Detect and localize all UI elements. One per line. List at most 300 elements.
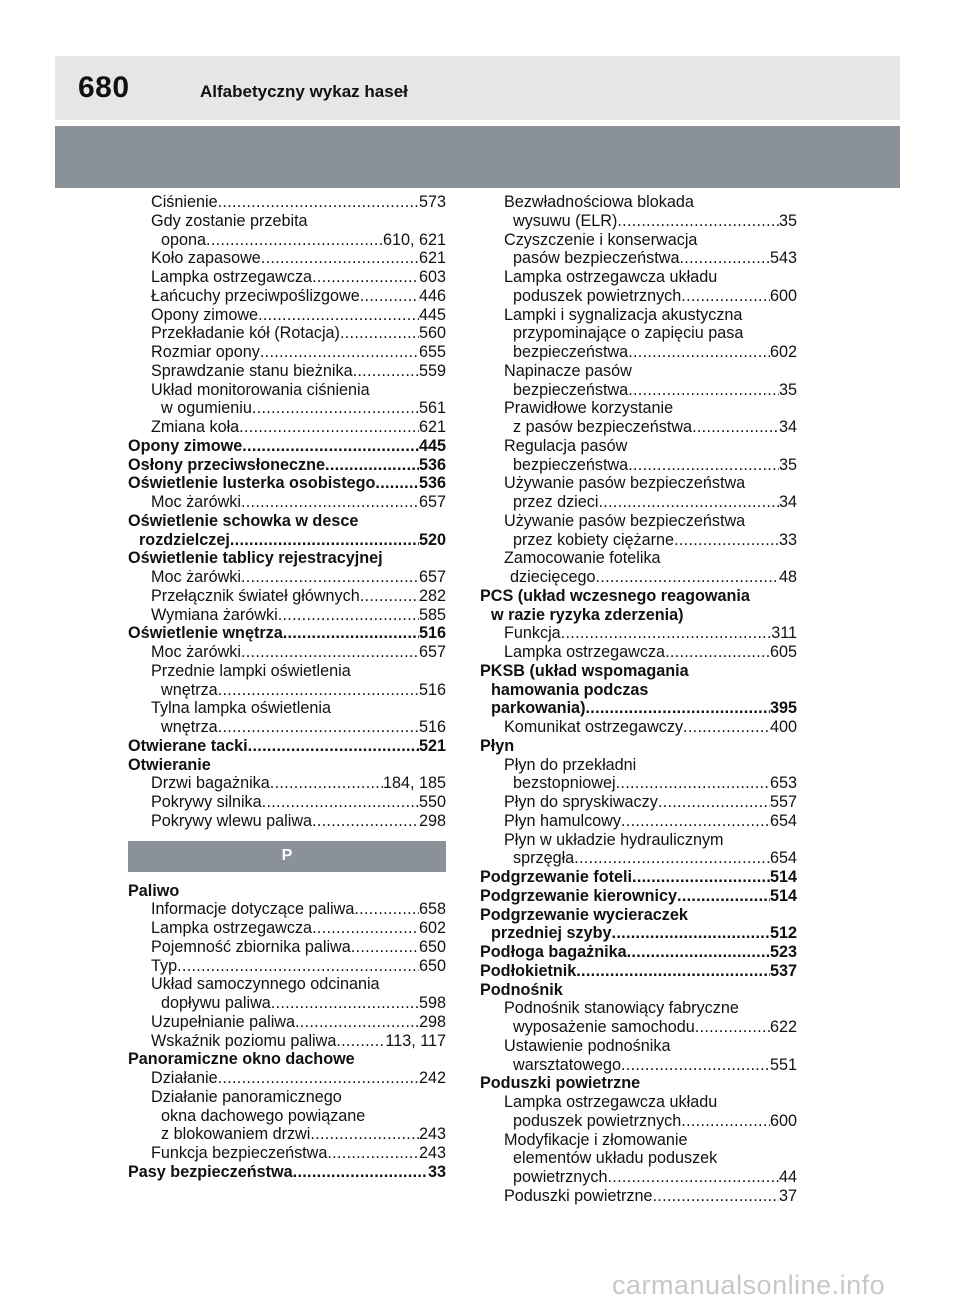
entry-text: Oświetlenie schowka w desce [128, 511, 359, 530]
entry-text: Przednie lampki oświetlenia [151, 661, 351, 680]
page-reference: 622 [769, 1018, 797, 1036]
index-heading [128, 882, 446, 901]
entry-text: Pokrywy silnika [151, 793, 262, 811]
page-reference: 35 [778, 380, 797, 399]
page-reference: 602 [418, 919, 446, 937]
index-entry [480, 193, 797, 212]
index-entry [480, 324, 797, 343]
entry-text: elementów układu poduszek [513, 1149, 718, 1168]
entry-text: Panoramiczne okno dachowe [128, 1050, 355, 1069]
header-band [55, 56, 900, 120]
index-column-right [480, 193, 797, 1206]
entry-text: poduszek powietrznych [513, 1111, 682, 1130]
index-entry [128, 306, 446, 325]
entry-text: Płyn do spryskiwaczy [504, 793, 658, 811]
index-entry [480, 343, 797, 362]
entry-text: w razie ryzyka zderzenia) [491, 605, 684, 624]
leader-dots [336, 1032, 385, 1051]
index-entry [480, 1018, 797, 1037]
index-heading [480, 962, 797, 981]
entry-text: dziecięcego [510, 568, 596, 586]
leader-dots [283, 624, 419, 643]
entry-text: Poduszki powietrzne [504, 1186, 653, 1205]
page-reference: 585 [418, 605, 446, 624]
entry-text: PCS (układ wczesnego reagowania [480, 586, 750, 605]
index-entry [480, 512, 797, 531]
entry-text: z pasów bezpieczeństwa [513, 418, 693, 436]
index-heading [480, 1074, 797, 1093]
index-entry [128, 662, 446, 681]
page-reference: 33 [778, 530, 797, 549]
page-reference: 512 [769, 924, 797, 943]
leader-dots [293, 1163, 428, 1182]
index-entry [128, 699, 446, 718]
index-entry [480, 1187, 797, 1206]
index-entry [480, 268, 797, 287]
entry-text: hamowania podczas [491, 680, 649, 699]
leader-dots [295, 1013, 419, 1032]
entry-text: Oświetlenie lusterka osobistego [128, 474, 376, 493]
entry-text: przypominające o zapięciu pasa [513, 324, 744, 343]
page-reference: 516 [418, 624, 446, 643]
entry-text: Moc żarówki [151, 568, 241, 586]
entry-text: Paliwo [128, 881, 180, 900]
leader-dots [652, 1187, 779, 1206]
entry-text: Podgrzewanie kierownicy [480, 886, 678, 905]
entry-text: Ustawienie podnośnika [504, 1036, 671, 1055]
leader-dots [270, 774, 383, 793]
index-entry [480, 1093, 797, 1112]
leader-dots [340, 324, 419, 343]
page-reference: 516 [418, 680, 446, 699]
entry-text: Opony zimowe [128, 436, 243, 455]
entry-text: Podłoga bagażnika [480, 943, 627, 961]
entry-text: bezpieczeństwa [513, 343, 629, 361]
index-heading [480, 943, 797, 962]
leader-dots [353, 362, 419, 381]
index-entry [480, 249, 797, 268]
entry-text: bezstopniowej [513, 774, 616, 793]
leader-dots [248, 737, 419, 756]
entry-text: Komunikat ostrzegawczy [504, 718, 684, 736]
index-entry [128, 975, 446, 994]
entry-text: Oświetlenie tablicy rejestracyjnej [128, 549, 383, 568]
entry-text: Regulacja pasów [504, 436, 628, 455]
page-reference: 537 [769, 961, 797, 980]
entry-text: Przekładanie kół (Rotacja) [151, 324, 340, 343]
entry-text: Otwieranie [128, 755, 211, 774]
leader-dots [683, 718, 770, 737]
leader-dots [278, 606, 419, 625]
entry-text: okna dachowego powiązane [161, 1106, 366, 1125]
index-heading [128, 474, 446, 493]
leader-dots [585, 699, 770, 718]
entry-text: wyposażenie samochodu [513, 1018, 695, 1036]
entry-text: wnętrza [161, 680, 218, 699]
page-reference: 395 [769, 699, 797, 718]
index-list-right [480, 193, 797, 1206]
entry-text: Lampka ostrzegawcza układu [504, 268, 718, 286]
index-entry [128, 287, 446, 306]
entry-text: pasów bezpieczeństwa [513, 249, 680, 268]
leader-dots [206, 231, 383, 250]
index-heading [480, 587, 797, 606]
entry-text: Tylna lampka oświetlenia [151, 699, 331, 718]
entry-text: Rozmiar opony [151, 343, 260, 361]
page-reference: 603 [418, 268, 446, 286]
index-entry [128, 1069, 446, 1088]
page-reference: 573 [418, 193, 446, 211]
entry-text: Przełącznik świateł głównych [151, 586, 360, 605]
index-entry [480, 1149, 797, 1168]
entry-text: poduszek powietrznych [513, 286, 682, 305]
leader-dots [239, 418, 419, 437]
index-list-left-p [128, 882, 446, 1182]
page-reference: 311 [771, 624, 797, 643]
leader-dots [576, 962, 770, 981]
leader-dots [561, 624, 772, 643]
page-reference: 621 [418, 249, 446, 268]
page-reference: 516 [418, 718, 446, 736]
page-reference: 521 [418, 736, 446, 755]
index-entry [480, 1112, 797, 1131]
index-entry [480, 287, 797, 306]
entry-text: przedniej szyby [491, 924, 612, 943]
index-heading [480, 924, 797, 943]
entry-text: Czyszczenie i konserwacja [504, 230, 698, 249]
page-reference: 445 [418, 305, 446, 324]
page-reference: 298 [418, 1012, 446, 1031]
entry-text: Działanie [151, 1069, 218, 1087]
page-reference: 514 [769, 886, 797, 905]
page-reference: 34 [778, 493, 797, 511]
leader-dots [627, 943, 770, 962]
leader-dots [252, 399, 419, 418]
page-reference: 520 [418, 530, 446, 549]
leader-dots [310, 1125, 419, 1144]
entry-text: Używanie pasów bezpieczeństwa [504, 474, 746, 493]
index-entry [480, 549, 797, 568]
index-entry [128, 994, 446, 1013]
index-entry [128, 919, 446, 938]
index-entry [480, 362, 797, 381]
index-heading [128, 1163, 446, 1182]
entry-text: Pokrywy wlewu paliwa [151, 811, 313, 830]
leader-dots [241, 643, 419, 662]
index-entry [480, 643, 797, 662]
entry-text: opona [161, 230, 207, 249]
leader-dots [621, 1056, 770, 1075]
page-reference: 653 [769, 774, 797, 793]
index-heading [480, 906, 797, 925]
entry-text: sprzęgła [513, 849, 575, 868]
entry-text: PKSB (układ wspomagania [480, 661, 689, 680]
index-heading [480, 868, 797, 887]
index-heading [480, 681, 797, 700]
leader-dots [261, 249, 419, 268]
leader-dots [679, 249, 770, 268]
leader-dots [262, 793, 419, 812]
entry-text: Wskaźnik poziomu paliwa [151, 1031, 337, 1050]
index-column-left [128, 193, 446, 1182]
leader-dots [218, 718, 419, 737]
page-reference: 282 [418, 586, 446, 605]
entry-text: przez kobiety ciężarne [513, 530, 675, 549]
page-reference: 523 [769, 943, 797, 961]
entry-text: Zmiana koła [151, 418, 240, 436]
index-entry [480, 418, 797, 437]
page-reference: 621 [418, 418, 446, 436]
entry-text: Podnośnik [480, 980, 563, 999]
page-reference: 602 [769, 343, 797, 361]
page-reference: 446 [418, 286, 446, 305]
leader-dots [218, 681, 419, 700]
page-reference: 559 [418, 361, 446, 380]
entry-text: rozdzielczej [139, 530, 230, 549]
index-entry [128, 681, 446, 700]
index-entry [480, 568, 797, 587]
leader-dots [628, 381, 779, 400]
page-reference: 657 [418, 493, 446, 511]
index-heading [128, 531, 446, 550]
index-heading [128, 1050, 446, 1069]
entry-text: przez dzieci [513, 493, 599, 511]
section-letter: P [281, 847, 293, 864]
index-entry [480, 456, 797, 475]
entry-text: Opony zimowe [151, 305, 259, 324]
index-entry [480, 474, 797, 493]
entry-text: bezpieczeństwa [513, 455, 629, 474]
entry-text: Funkcja bezpieczeństwa [151, 1144, 328, 1162]
index-entry [480, 624, 797, 643]
entry-text: dopływu paliwa [161, 994, 271, 1012]
index-heading [128, 624, 446, 643]
entry-text: Prawidłowe korzystanie [504, 399, 674, 418]
index-entry [128, 212, 446, 231]
leader-dots [218, 1069, 419, 1088]
leader-dots [692, 418, 779, 437]
entry-text: Typ [151, 956, 178, 975]
leader-dots [665, 643, 770, 662]
index-entry [480, 381, 797, 400]
leader-dots [616, 774, 770, 793]
leader-dots [681, 287, 770, 306]
index-entry [128, 493, 446, 512]
index-entry [128, 1144, 446, 1163]
index-entry [128, 587, 446, 606]
page-reference: 654 [769, 849, 797, 868]
entry-text: warsztatowego [513, 1055, 621, 1074]
index-entry [128, 399, 446, 418]
page-reference: 600 [769, 1111, 797, 1130]
leader-dots [360, 287, 419, 306]
entry-text: Otwierane tacki [128, 736, 248, 755]
entry-text: wnętrza [161, 718, 218, 736]
leader-dots [312, 812, 419, 831]
index-entry [480, 849, 797, 868]
index-entry [128, 774, 446, 793]
index-entry [480, 437, 797, 456]
entry-text: wysuwu (ELR) [513, 211, 618, 230]
page-reference: 598 [418, 994, 446, 1012]
index-entry [128, 718, 446, 737]
index-heading [480, 662, 797, 681]
entry-text: Moc żarówki [151, 493, 241, 511]
index-entry [480, 1131, 797, 1150]
entry-text: Płyn hamulcowy [504, 811, 621, 830]
index-entry [128, 231, 446, 250]
index-heading [128, 549, 446, 568]
index-entry [480, 212, 797, 231]
entry-text: Lampka ostrzegawcza układu [504, 1093, 718, 1111]
page-reference: 650 [418, 956, 446, 975]
page-reference: 657 [418, 568, 446, 586]
index-heading [480, 887, 797, 906]
index-heading [128, 456, 446, 475]
index-entry [128, 343, 446, 362]
entry-text: z blokowaniem drzwi [161, 1125, 311, 1144]
entry-text: w ogumieniu [161, 399, 252, 418]
entry-text: Lampka ostrzegawcza [151, 268, 313, 286]
page-title: Alfabetyczny wykaz haseł [200, 82, 408, 101]
leader-dots [681, 1112, 770, 1131]
leader-dots [242, 437, 419, 456]
leader-dots [327, 1144, 419, 1163]
leader-dots [607, 1168, 779, 1187]
page-reference: 654 [769, 811, 797, 830]
watermark: carmanualsonline.info [612, 1270, 886, 1300]
entry-text: powietrznych [513, 1168, 608, 1186]
entry-text: Układ monitorowania ciśnienia [151, 380, 370, 399]
entry-text: Gdy zostanie przebita [151, 211, 308, 230]
leader-dots [628, 456, 779, 475]
index-entry [128, 324, 446, 343]
index-entry [128, 1013, 446, 1032]
page-reference: 551 [769, 1055, 797, 1074]
index-entry [480, 1056, 797, 1075]
page-reference: 650 [418, 937, 446, 956]
page-reference: 655 [418, 343, 446, 361]
index-entry [128, 643, 446, 662]
page-reference: 242 [418, 1069, 446, 1087]
entry-text: bezpieczeństwa [513, 380, 629, 399]
entry-text: Podgrzewanie wycieraczek [480, 905, 688, 924]
index-entry [128, 381, 446, 400]
index-entry [480, 774, 797, 793]
entry-text: Ciśnienie [151, 193, 218, 211]
index-entry [480, 306, 797, 325]
entry-text: parkowania) [491, 699, 586, 718]
entry-text: Lampka ostrzegawcza [504, 643, 666, 661]
index-heading [480, 981, 797, 1000]
entry-text: Używanie pasów bezpieczeństwa [504, 511, 746, 530]
index-entry [128, 812, 446, 831]
leader-dots [598, 493, 779, 512]
entry-text: Działanie panoramicznego [151, 1087, 342, 1106]
index-entry [128, 1088, 446, 1107]
index-entry [480, 812, 797, 831]
index-entry [128, 1032, 446, 1051]
index-heading [128, 512, 446, 531]
leader-dots [658, 793, 770, 812]
leader-dots [230, 531, 419, 550]
index-entry [128, 793, 446, 812]
page-reference: 44 [778, 1168, 797, 1186]
index-heading [480, 699, 797, 718]
page-reference: 243 [418, 1125, 446, 1144]
index-heading [480, 737, 797, 756]
page-reference: 445 [418, 436, 446, 455]
entry-text: Pasy bezpieczeństwa [128, 1162, 293, 1181]
entry-text: Drzwi bagażnika [151, 774, 270, 793]
entry-text: Sprawdzanie stanu bieżnika [151, 361, 353, 380]
index-entry [128, 900, 446, 919]
leader-dots [574, 849, 770, 868]
leader-dots [612, 924, 770, 943]
leader-dots [360, 587, 419, 606]
entry-text: Pojemność zbiornika paliwa [151, 937, 351, 956]
leader-dots [351, 938, 419, 957]
page-reference: 514 [769, 868, 797, 886]
index-heading [480, 606, 797, 625]
entry-text: Moc żarówki [151, 643, 241, 661]
index-entry [128, 418, 446, 437]
index-entry [128, 193, 446, 212]
index-entry [128, 1107, 446, 1126]
entry-text: Płyn [480, 736, 515, 755]
entry-text: Oświetlenie wnętrza [128, 624, 283, 643]
page-reference: 48 [778, 568, 797, 586]
page-reference: 543 [769, 249, 797, 268]
entry-text: Poduszki powietrzne [480, 1074, 641, 1093]
leader-dots [312, 919, 419, 938]
entry-text: Modyfikacje i złomowanie [504, 1130, 688, 1149]
index-entry [128, 606, 446, 625]
leader-dots [617, 212, 779, 231]
page-reference: 33 [427, 1162, 446, 1181]
index-entry [128, 268, 446, 287]
page-reference: 657 [418, 643, 446, 661]
leader-dots [258, 306, 419, 325]
index-entry [480, 1037, 797, 1056]
index-list-left [128, 193, 446, 831]
leader-dots [621, 812, 770, 831]
leader-dots [177, 957, 419, 976]
entry-text: Osłony przeciwsłoneczne [128, 455, 326, 474]
leader-dots [354, 900, 419, 919]
index-entry [480, 831, 797, 850]
page-reference: 658 [418, 900, 446, 919]
page-reference: 37 [778, 1186, 797, 1205]
entry-text: Koło zapasowe [151, 249, 261, 268]
leader-dots [695, 1018, 770, 1037]
index-entry [480, 1168, 797, 1187]
entry-text: Płyn do przekładni [504, 755, 637, 774]
entry-text: Funkcja [504, 624, 561, 643]
index-entry [480, 231, 797, 250]
page-reference: 550 [418, 793, 446, 811]
entry-text: Lampki i sygnalizacja akustyczna [504, 305, 743, 324]
page-reference: 560 [418, 324, 446, 343]
page-reference: 536 [418, 474, 446, 493]
page-reference: 557 [769, 793, 797, 811]
index-heading [128, 437, 446, 456]
decorative-band [55, 126, 900, 188]
page-reference: 400 [769, 718, 797, 736]
page-reference: 35 [778, 455, 797, 474]
section-header-p [128, 841, 446, 872]
page-reference: 561 [418, 399, 446, 418]
